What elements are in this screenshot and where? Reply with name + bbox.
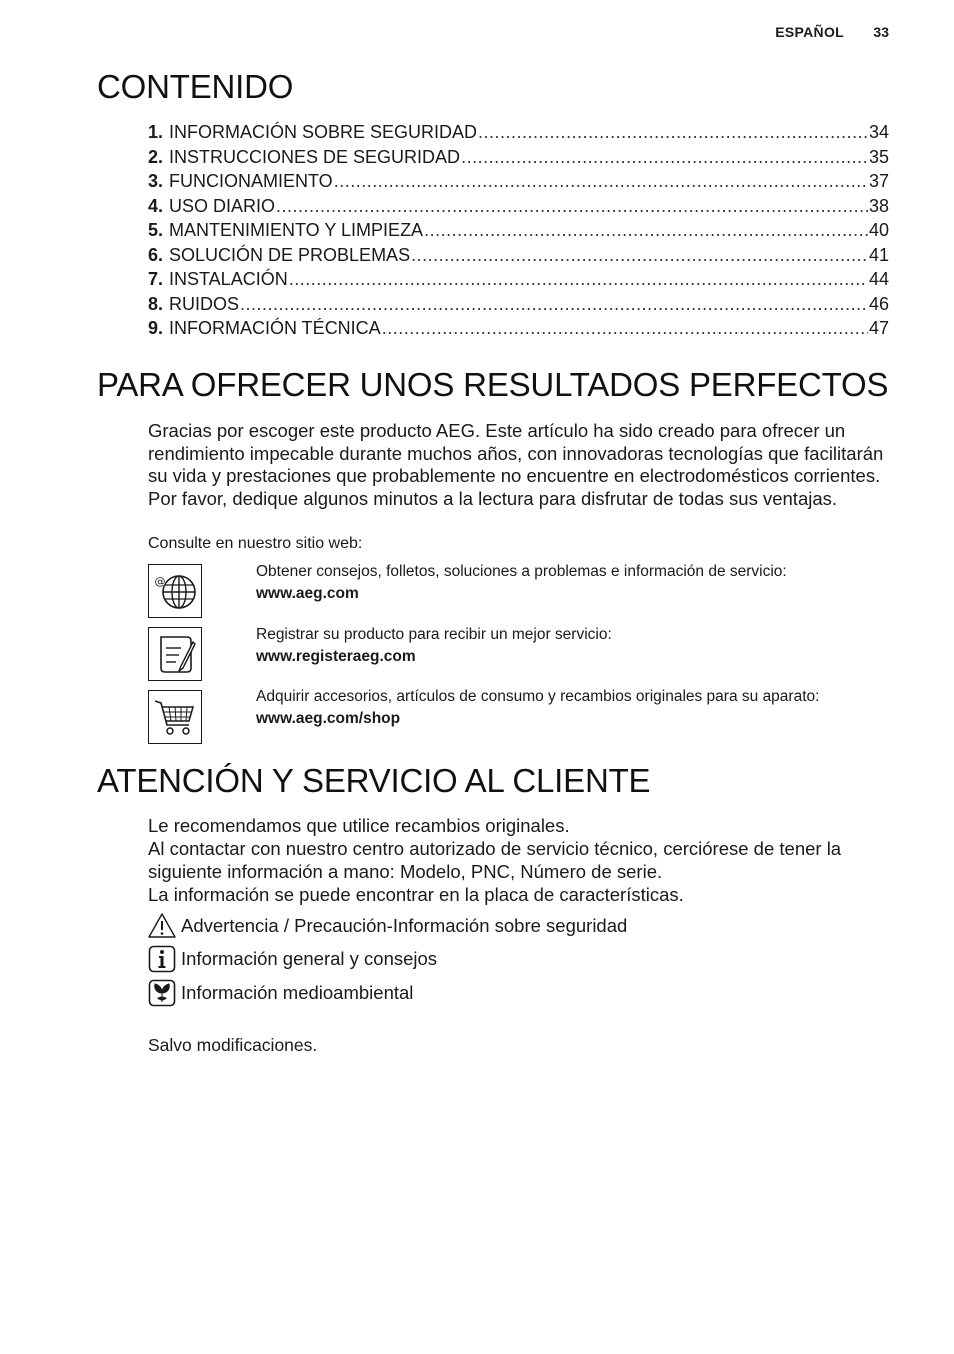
toc-item-title: INFORMACIÓN TÉCNICA	[169, 318, 381, 338]
web-link-register[interactable]: www.registeraeg.com	[256, 647, 416, 665]
footer-note: Salvo modificaciones.	[148, 1035, 318, 1055]
toc-leader-dots	[276, 194, 868, 218]
toc-leader-dots	[461, 145, 868, 169]
toc-item-title: MANTENIMIENTO Y LIMPIEZA	[169, 220, 424, 240]
environment-leaf-icon	[148, 979, 176, 1007]
toc-leader-dots	[478, 120, 868, 144]
service-line: La información se puede encontrar en la placa de características.	[148, 884, 684, 905]
shopping-cart-icon	[149, 691, 201, 743]
toc-item[interactable]	[148, 169, 889, 194]
table-of-contents	[148, 120, 889, 341]
toc-item-title: INSTRUCCIONES DE SEGURIDAD	[169, 146, 461, 167]
toc-item[interactable]	[148, 316, 889, 341]
contents-heading: CONTENIDO	[97, 68, 294, 105]
toc-item[interactable]	[148, 267, 889, 292]
toc-item[interactable]	[148, 218, 889, 243]
toc-leader-dots	[382, 316, 868, 340]
toc-item-page: 34	[868, 122, 889, 142]
register-icon-box	[148, 627, 202, 681]
toc-item[interactable]	[148, 120, 889, 145]
toc-leader-dots	[411, 243, 868, 267]
toc-item-title: FUNCIONAMIENTO	[169, 171, 333, 191]
toc-item-title: INFORMACIÓN SOBRE SEGURIDAD	[169, 122, 478, 142]
toc-leader-dots	[334, 169, 868, 193]
toc-item-page: 38	[868, 195, 889, 216]
intro-paragraph: Gracias por escoger este producto AEG. Este artículo ha sido creado para ofrecer un rendimiento impecable durante muchos años, con innovadoras tecnologías que facilitarán su vida y prestaciones que probablemente no encuentre en electrodomésticos corrientes. Por favor, dedique algunos minutos a la lectura para disfrutar de todas sus ventajas.	[148, 420, 884, 510]
toc-item-page: 35	[868, 146, 889, 167]
toc-item-page: 37	[868, 171, 889, 191]
service-line: Le recomendamos que utilice recambios originales.	[148, 815, 570, 836]
globe-icon	[149, 565, 201, 617]
symbol-label: Advertencia / Precaución-Información sobre seguridad	[181, 915, 628, 936]
toc-item-number: 3.	[148, 171, 164, 191]
toc-item[interactable]	[148, 243, 889, 268]
toc-leader-dots	[424, 218, 868, 242]
web-item-register	[256, 624, 896, 667]
service-line: Al contactar con nuestro centro autorizado de servicio técnico, cerciórese de tener la siguiente información a mano: Modelo, PNC, Número de serie.	[148, 838, 842, 882]
web-item-shop	[256, 686, 896, 729]
web-link-aeg[interactable]: www.aeg.com	[256, 584, 359, 602]
toc-item-number: 4.	[148, 195, 164, 216]
web-item-description: Adquirir accesorios, artículos de consumo y recambios originales para su aparato:	[256, 688, 820, 705]
symbol-label: Información general y consejos	[181, 948, 438, 969]
symbol-row-warning	[148, 912, 627, 940]
page-number: 33	[873, 24, 889, 40]
symbol-row-info	[148, 945, 437, 973]
toc-item[interactable]	[148, 292, 889, 317]
toc-item-title: RUIDOS	[169, 293, 240, 314]
web-item-info	[256, 561, 896, 604]
toc-item-number: 8.	[148, 293, 164, 314]
warning-triangle-icon	[148, 912, 176, 940]
symbol-row-environment	[148, 979, 413, 1007]
toc-item-page: 47	[868, 318, 889, 338]
service-heading: ATENCIÓN Y SERVICIO AL CLIENTE	[97, 762, 651, 799]
toc-item-title: SOLUCIÓN DE PROBLEMAS	[169, 244, 411, 265]
web-item-description: Registrar su producto para recibir un mejor servicio:	[256, 626, 612, 643]
toc-leader-dots	[289, 267, 868, 291]
symbol-label: Información medioambiental	[181, 982, 414, 1003]
svg-text:@: @	[154, 575, 166, 588]
consult-label: Consulte en nuestro sitio web:	[148, 535, 363, 552]
toc-item-page: 41	[868, 244, 889, 265]
register-form-icon	[149, 628, 201, 680]
web-link-shop[interactable]: www.aeg.com/shop	[256, 709, 401, 727]
toc-item-number: 6.	[148, 244, 164, 265]
toc-item-number: 5.	[148, 220, 164, 240]
info-icon	[148, 945, 176, 973]
toc-item-page: 40	[868, 220, 889, 240]
toc-item-page: 46	[868, 293, 889, 314]
toc-item-number: 2.	[148, 146, 164, 167]
header-language: ESPAÑOL	[775, 24, 844, 40]
toc-item[interactable]	[148, 145, 889, 170]
toc-item-number: 7.	[148, 269, 164, 289]
web-item-description: Obtener consejos, folletos, soluciones a problemas e información de servicio:	[256, 563, 787, 580]
toc-item-title: INSTALACIÓN	[169, 269, 288, 289]
toc-leader-dots	[240, 292, 868, 316]
toc-item-number: 9.	[148, 318, 164, 338]
toc-item-page: 44	[868, 269, 889, 289]
toc-item-title: USO DIARIO	[169, 195, 276, 216]
toc-item-number: 1.	[148, 122, 164, 142]
cart-icon-box	[148, 690, 202, 744]
globe-icon-box	[148, 564, 202, 618]
results-heading: PARA OFRECER UNOS RESULTADOS PERFECTOS	[97, 366, 889, 403]
toc-item[interactable]	[148, 194, 889, 219]
